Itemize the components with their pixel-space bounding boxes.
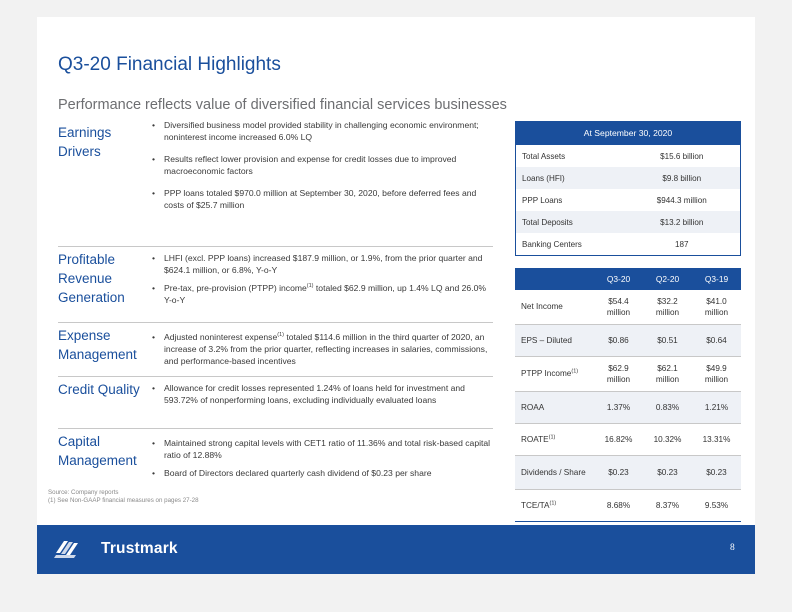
metric-value: $0.23: [643, 455, 692, 489]
bullet-item: • LHFI (excl. PPP loans) increased $187.9 million, or 1.9%, from the prior quarter and $624.1 million, or 6.8%, Y-o-Y: [150, 252, 495, 276]
bullet-item: • Diversified business model provided stability in challenging economic environment; noninterest income increased 6.0% LQ: [150, 119, 495, 143]
table-cell-label: Total Assets: [516, 145, 624, 168]
bullet-item: • Results reflect lower provision and expense for credit losses due to improved macroeconomic factors: [150, 153, 495, 177]
bullet-list: [150, 437, 495, 479]
metric-value: 16.82%: [594, 423, 643, 455]
footer-bar: [37, 525, 755, 574]
metric-value: $54.4 million: [594, 290, 643, 324]
bullet-item: • Adjusted noninterest expense$^{(1)}$ totaled $114.6 million in the third quarter of 2020, an increase of 3.2% from the prior quarter, reflecting increases in salaries, commissions, and performance-based incentives: [150, 331, 495, 367]
table-cell-label: Loans (HFI): [516, 167, 624, 189]
section-divider: [58, 376, 493, 377]
nongaap-note: (1) See Non-GAAP financial measures on pages 27-28: [48, 497, 199, 504]
metric-value: $0.23: [692, 455, 741, 489]
section-title: Expense Management: [58, 328, 137, 362]
metric-label: TCE/TA$^{(1)}$: [515, 489, 594, 521]
balance-table-header: At September 30, 2020: [516, 122, 741, 145]
metric-label: ROAA: [515, 391, 594, 423]
metric-value: $0.23: [594, 455, 643, 489]
section-title: Capital Management: [58, 434, 137, 468]
trustmark-logo-icon: [54, 537, 82, 559]
section-title: Credit Quality: [58, 382, 140, 397]
section-title: Profitable Revenue Generation: [58, 252, 125, 305]
metric-label: Dividends / Share: [515, 455, 594, 489]
metric-label: Net Income: [515, 290, 594, 324]
metrics-header: Q3-19: [692, 268, 741, 290]
metric-value: $41.0 million: [692, 290, 741, 324]
metric-value: 8.37%: [643, 489, 692, 521]
metric-value: 0.83%: [643, 391, 692, 423]
bullet-list: [150, 331, 495, 367]
metrics-header-blank: [515, 268, 594, 290]
bullet-item: • Pre-tax, pre-provision (PTPP) income$^{(1)}$ totaled $62.9 million, up 1.4% LQ and 26.0% Y-o-Y: [150, 282, 495, 306]
section-divider: [58, 246, 493, 247]
metric-value: $0.86: [594, 324, 643, 356]
bullet-list: [150, 252, 495, 306]
metric-value: $49.9 million: [692, 356, 741, 391]
metric-value: $0.51: [643, 324, 692, 356]
metric-value: $62.1 million: [643, 356, 692, 391]
metric-value: $32.2 million: [643, 290, 692, 324]
bullet-item: • Board of Directors declared quarterly cash dividend of $0.23 per share: [150, 467, 495, 479]
metrics-table: [515, 268, 741, 522]
table-cell-value: $15.6 billion: [624, 145, 741, 168]
metric-value: 13.31%: [692, 423, 741, 455]
trustmark-logo: [54, 537, 178, 563]
bullet-item: • Allowance for credit losses represented 1.24% of loans held for investment and 593.72% of nonperforming loans, excluding individually evaluated loans: [150, 382, 495, 406]
metric-value: $0.64: [692, 324, 741, 356]
table-cell-label: Banking Centers: [516, 233, 624, 256]
bullet-item: • PPP loans totaled $970.0 million at September 30, 2020, before deferred fees and costs of $25.7 million: [150, 187, 495, 211]
table-cell-value: $944.3 million: [624, 189, 741, 211]
balance-table: [515, 121, 741, 256]
bullet-list: [150, 382, 495, 406]
logo-text: Trustmark: [101, 540, 178, 557]
metric-value: 1.21%: [692, 391, 741, 423]
slide: [37, 17, 755, 574]
bullet-item: • Maintained strong capital levels with CET1 ratio of 11.36% and total risk-based capital ratio of 12.88%: [150, 437, 495, 461]
metric-value: $62.9 million: [594, 356, 643, 391]
metric-value: 9.53%: [692, 489, 741, 521]
source-note: Source: Company reports: [48, 489, 119, 496]
metrics-header: Q3-20: [594, 268, 643, 290]
section-divider: [58, 322, 493, 323]
metric-label: ROATE$^{(1)}$: [515, 423, 594, 455]
metric-value: 1.37%: [594, 391, 643, 423]
metric-label: EPS – Diluted: [515, 324, 594, 356]
table-cell-label: PPP Loans: [516, 189, 624, 211]
metric-value: 10.32%: [643, 423, 692, 455]
metrics-header: Q2-20: [643, 268, 692, 290]
table-cell-value: $13.2 billion: [624, 211, 741, 233]
page-title: Q3-20 Financial Highlights: [58, 54, 281, 75]
table-cell-label: Total Deposits: [516, 211, 624, 233]
page-subtitle: Performance reflects value of diversified financial services businesses: [58, 97, 507, 113]
metric-value: 8.68%: [594, 489, 643, 521]
section-title: Earnings Drivers: [58, 125, 112, 159]
bullet-list: [150, 119, 495, 211]
page-number: 8: [730, 543, 735, 553]
table-cell-value: 187: [624, 233, 741, 256]
section-divider: [58, 428, 493, 429]
table-cell-value: $9.8 billion: [624, 167, 741, 189]
metric-label: PTPP Income$^{(1)}$: [515, 356, 594, 391]
